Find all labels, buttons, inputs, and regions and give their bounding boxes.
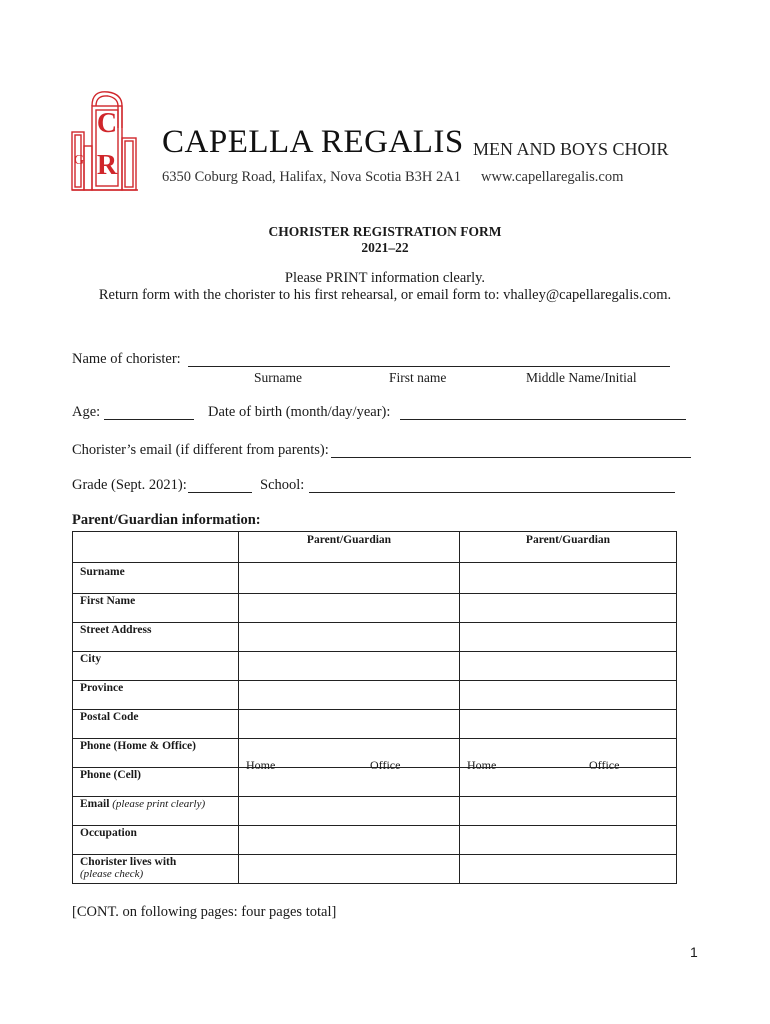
row-label-occupation: Occupation [73, 826, 239, 855]
row-label-phone-home-office: Phone (Home & Office) [73, 739, 239, 768]
parent2-home-sublabel: Home [467, 758, 497, 772]
row-label-email [73, 797, 239, 826]
parent1-city-cell[interactable] [239, 652, 460, 681]
table-row-email [73, 797, 677, 826]
email-row-text: Email [80, 798, 110, 810]
table-row-first-name [73, 594, 677, 623]
continuation-note: [CONT. on following pages: four pages total] [72, 904, 337, 920]
svg-text:R: R [96, 150, 118, 181]
firstname-sublabel: First name [389, 370, 447, 385]
parent1-home-sublabel: Home [246, 758, 276, 772]
row-label-postal: Postal Code [73, 710, 239, 739]
row-label-province: Province [73, 681, 239, 710]
row-label-phone-cell: Phone (Cell) [73, 768, 239, 797]
form-title: CHORISTER REGISTRATION FORM [268, 224, 502, 239]
name-label: Name of chorister: [72, 351, 181, 367]
blank-header-cell [73, 532, 239, 563]
org-website-link[interactable]: www.capellaregalis.com [481, 169, 624, 185]
parent1-street-cell[interactable] [239, 623, 460, 652]
dob-input-line[interactable] [400, 419, 686, 420]
lives-with-note: (please check) [80, 868, 144, 880]
school-input-line[interactable] [309, 492, 675, 493]
parent1-province-cell[interactable] [239, 681, 460, 710]
age-input-line[interactable] [104, 419, 194, 420]
parent2-phone-home-office-cell[interactable] [460, 739, 677, 772]
table-row-lives-with [73, 855, 677, 884]
parent2-street-cell[interactable] [460, 623, 677, 652]
parent1-office-sublabel: Office [370, 758, 401, 772]
table-row-postal [73, 710, 677, 739]
grade-input-line[interactable] [188, 492, 252, 493]
surname-row-text: Surname [80, 566, 125, 578]
row-label-first-name: First Name [73, 594, 239, 623]
row-label-street: Street Address [73, 623, 239, 652]
parent-guardian-heading: Parent/Guardian information: [72, 512, 261, 528]
table-row-street [73, 623, 677, 652]
row-label-city: City [73, 652, 239, 681]
table-row-surname [73, 563, 677, 594]
age-label: Age: [72, 404, 101, 420]
parent1-surname-cell[interactable] [239, 563, 460, 594]
table-row-city [73, 652, 677, 681]
name-input-line[interactable] [188, 366, 670, 367]
parent1-first-name-cell[interactable] [239, 594, 460, 623]
instruction-print: Please PRINT information clearly. [284, 270, 486, 286]
org-subtitle: MEN AND BOYS CHOIR [473, 139, 669, 159]
parent2-occupation-cell[interactable] [460, 826, 677, 855]
parent1-lives-with-cell[interactable] [239, 855, 460, 884]
instruction-return: Return form with the chorister to his first rehearsal, or email form to: vhalley@capellaregalis.com. [98, 287, 672, 303]
form-year: 2021–22 [361, 240, 409, 255]
org-name: CAPELLA REGALIS [162, 124, 464, 160]
capella-regalis-logo [70, 88, 156, 192]
chorister-email-label: Chorister’s email (if different from parents): [72, 442, 329, 458]
table-row-phone-home-office [73, 739, 677, 768]
parent2-province-cell[interactable] [460, 681, 677, 710]
table-header-row [73, 532, 677, 563]
parent2-postal-cell[interactable] [460, 710, 677, 739]
parent1-postal-cell[interactable] [239, 710, 460, 739]
row-label-surname [73, 563, 239, 594]
parent1-email-cell[interactable] [239, 797, 460, 826]
parent2-lives-with-cell[interactable] [460, 855, 677, 884]
parent2-city-cell[interactable] [460, 652, 677, 681]
svg-text:C: C [96, 108, 118, 139]
lives-with-text: Chorister lives with [80, 856, 177, 868]
parent1-phone-home-office-cell[interactable] [239, 739, 460, 772]
parent1-header: Parent/Guardian [239, 532, 460, 563]
middle-name-sublabel: Middle Name/Initial [526, 370, 637, 385]
parent-guardian-table [72, 531, 677, 884]
chorister-email-input-line[interactable] [331, 457, 691, 458]
svg-text:G: G [73, 153, 85, 168]
page-number: 1 [690, 944, 698, 960]
parent1-occupation-cell[interactable] [239, 826, 460, 855]
surname-sublabel: Surname [254, 370, 302, 385]
parent2-email-cell[interactable] [460, 797, 677, 826]
org-address: 6350 Coburg Road, Halifax, Nova Scotia B3H 2A1 [162, 169, 461, 185]
row-label-lives-with [73, 855, 239, 884]
parent2-office-sublabel: Office [589, 758, 620, 772]
parent2-surname-cell[interactable] [460, 563, 677, 594]
table-row-province [73, 681, 677, 710]
parent2-first-name-cell[interactable] [460, 594, 677, 623]
dob-label: Date of birth (month/day/year): [208, 404, 391, 420]
school-label: School: [260, 477, 305, 493]
grade-label: Grade (Sept. 2021): [72, 477, 187, 493]
parent2-header: Parent/Guardian [460, 532, 677, 563]
table-row-occupation [73, 826, 677, 855]
email-row-note: (please print clearly) [112, 798, 206, 810]
